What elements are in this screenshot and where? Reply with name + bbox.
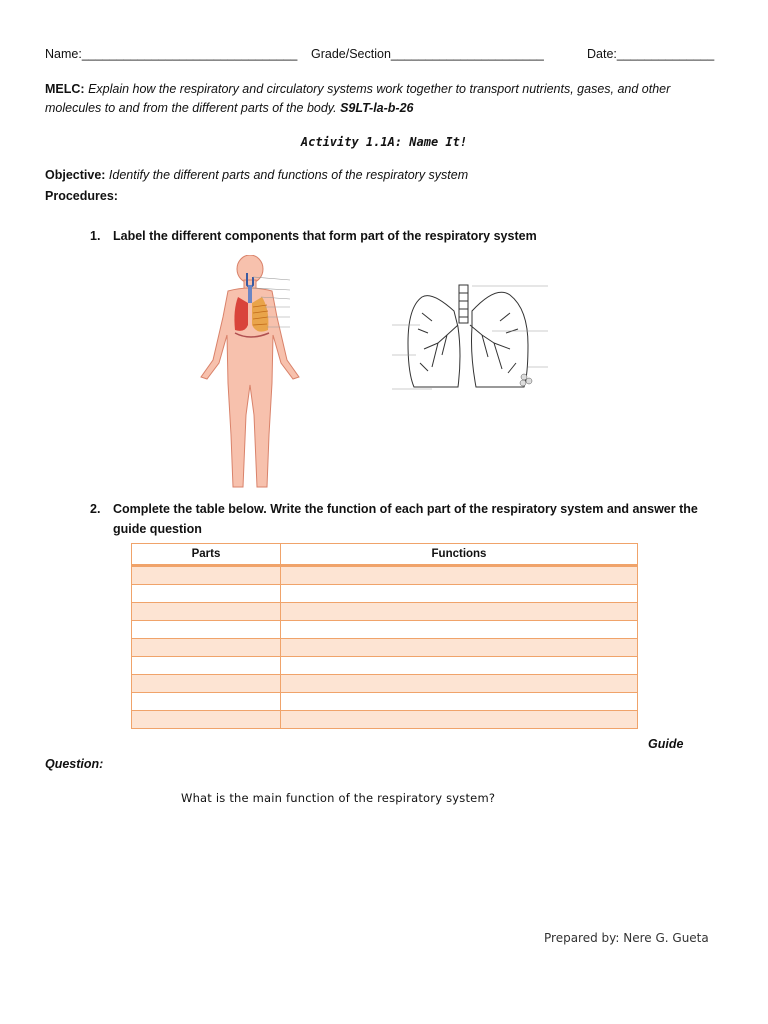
table-row (132, 603, 638, 621)
function-cell[interactable] (281, 675, 638, 693)
part-cell[interactable] (132, 711, 281, 729)
step-1-number: 1. (90, 229, 101, 243)
guide-label: Guide (648, 737, 684, 751)
date-field[interactable]: Date:______________ (587, 47, 715, 61)
step-1 (90, 229, 537, 243)
function-cell[interactable] (281, 621, 638, 639)
table-header-row (132, 544, 638, 566)
function-cell[interactable] (281, 693, 638, 711)
procedures-label: Procedures: (45, 189, 118, 203)
functions-header: Functions (281, 544, 638, 566)
melc-paragraph (45, 80, 705, 118)
guide-question: What is the main function of the respiratory system? (181, 791, 496, 805)
grade-section-field[interactable]: Grade/Section______________________ (311, 47, 544, 61)
step-2 (90, 499, 720, 536)
part-cell[interactable] (132, 639, 281, 657)
lungs-diagram (392, 283, 548, 395)
table-row (132, 675, 638, 693)
function-cell[interactable] (281, 603, 638, 621)
table-row (132, 693, 638, 711)
melc-code: S9LT-la-b-26 (340, 101, 414, 115)
step-2-text: Complete the table below. Write the function of each part of the respiratory system and answer the guide question (113, 502, 698, 536)
part-cell[interactable] (132, 603, 281, 621)
part-cell[interactable] (132, 693, 281, 711)
melc-label: MELC: (45, 82, 85, 96)
table-row (132, 711, 638, 729)
function-cell[interactable] (281, 711, 638, 729)
part-cell[interactable] (132, 675, 281, 693)
name-field[interactable]: Name:_______________________________ (45, 47, 298, 61)
part-cell[interactable] (132, 566, 281, 585)
human-respiratory-diagram (195, 255, 315, 492)
objective (45, 168, 468, 182)
melc-text: Explain how the respiratory and circulatory systems work together to transport nutrients, gases, and other molecules to and from the different parts of the body. (45, 82, 671, 115)
part-cell[interactable] (132, 621, 281, 639)
table-row (132, 639, 638, 657)
table-row (132, 585, 638, 603)
table-row (132, 566, 638, 585)
activity-title: Activity 1.1A: Name It! (300, 135, 468, 149)
parts-functions-table (131, 543, 638, 729)
student-info-header (45, 47, 725, 65)
table-row (132, 657, 638, 675)
part-cell[interactable] (132, 585, 281, 603)
part-cell[interactable] (132, 657, 281, 675)
objective-label: Objective: (45, 168, 106, 182)
prepared-by: Prepared by: Nere G. Gueta (544, 931, 709, 945)
step-1-text: Label the different components that form part of the respiratory system (113, 229, 537, 243)
function-cell[interactable] (281, 585, 638, 603)
step-2-number: 2. (90, 502, 101, 516)
table-row (132, 621, 638, 639)
function-cell[interactable] (281, 657, 638, 675)
function-cell[interactable] (281, 639, 638, 657)
function-cell[interactable] (281, 566, 638, 585)
parts-header: Parts (132, 544, 281, 566)
objective-text: Identify the different parts and functions of the respiratory system (108, 168, 469, 182)
question-label: Question: (45, 757, 104, 771)
